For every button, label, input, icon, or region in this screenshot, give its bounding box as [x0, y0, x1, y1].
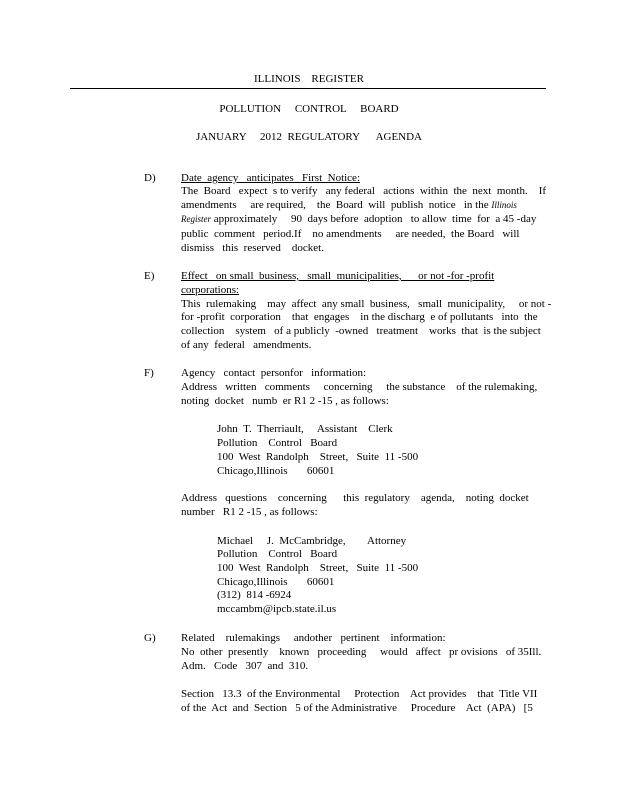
contact-name: Michael J. McCambridge, Attorney: [217, 535, 407, 547]
section-g-heading: Related rulemakings andother pertinent information:: [181, 632, 446, 644]
section-g-label: G): [144, 632, 156, 644]
section-d-label: D): [144, 172, 156, 184]
section-e-heading-cont: corporations:: [181, 284, 240, 296]
contact-org: Pollution Control Board: [217, 548, 338, 560]
section-e-line: collection system of a publicly -owned treatment works that is the subject: [181, 325, 541, 337]
section-d-heading: Date agency anticipates First Notice:: [181, 172, 360, 184]
section-d-line: public comment period.If no amendments are needed, the Board will: [181, 228, 520, 240]
section-f-intro-line: Address questions concerning this regulatory agenda, noting docket: [181, 492, 529, 504]
contact-street: 100 West Randolph Street, Suite 11 -500: [217, 562, 419, 574]
section-d-line-text: approximately 90 days before adoption to allow time for a 45 -day: [213, 213, 537, 225]
section-g-line: of the Act and Section 5 of the Administrative Procedure Act (APA) [5: [181, 702, 533, 714]
illinois-italic: Illinois: [491, 200, 517, 210]
agenda-title: JANUARY 2012 REGULATORY AGENDA: [195, 131, 423, 143]
section-g-line: Section 13.3 of the Environmental Protection Act provides that Title VII: [181, 688, 538, 700]
section-d-line: [181, 199, 517, 212]
section-f-intro-line: Address written comments concerning the substance of the rulemaking,: [181, 381, 538, 393]
header-rule: [70, 88, 546, 89]
contact-street: 100 West Randolph Street, Suite 11 -500: [217, 451, 419, 463]
register-italic: Register: [181, 214, 211, 224]
section-d-line-text: amendments are required, the Board will publish notice in the: [181, 199, 489, 211]
section-e-line: This rulemaking may affect any small business, small municipality, or not -: [181, 298, 552, 310]
section-f-intro-line: number R1 2 -15 , as follows:: [181, 506, 318, 518]
section-e-heading: Effect on small business, small municipalities, or not -for -profit: [181, 270, 495, 282]
section-f-intro-line: noting docket numb er R1 2 -15 , as follows:: [181, 395, 389, 407]
board-title: POLLUTION CONTROL BOARD: [219, 103, 399, 115]
contact-org: Pollution Control Board: [217, 437, 338, 449]
section-d-line: dismiss this reserved docket.: [181, 242, 324, 254]
section-f-label: F): [144, 367, 154, 379]
contact-name: John T. Therriault, Assistant Clerk: [217, 423, 393, 435]
contact-email: mccambm@ipcb.state.il.us: [217, 603, 337, 615]
contact-city: Chicago,Illinois 60601: [217, 576, 335, 588]
section-d-line: The Board expect s to verify any federal actions within the next month. If: [181, 185, 547, 197]
section-e-line: of any federal amendments.: [181, 339, 312, 351]
section-g-line: No other presently known proceeding would affect pr ovisions of 35Ill.: [181, 646, 542, 658]
contact-phone: (312) 814 -6924: [217, 589, 292, 601]
section-e-line: for -profit corporation that engages in the discharg e of pollutants into the: [181, 311, 538, 323]
section-g-line: Adm. Code 307 and 310.: [181, 660, 309, 672]
section-e-label: E): [144, 270, 155, 282]
section-f-heading: Agency contact personfor information:: [181, 367, 367, 379]
register-title: ILLINOIS REGISTER: [254, 73, 364, 85]
section-d-line: [181, 213, 536, 226]
contact-city: Chicago,Illinois 60601: [217, 465, 335, 477]
